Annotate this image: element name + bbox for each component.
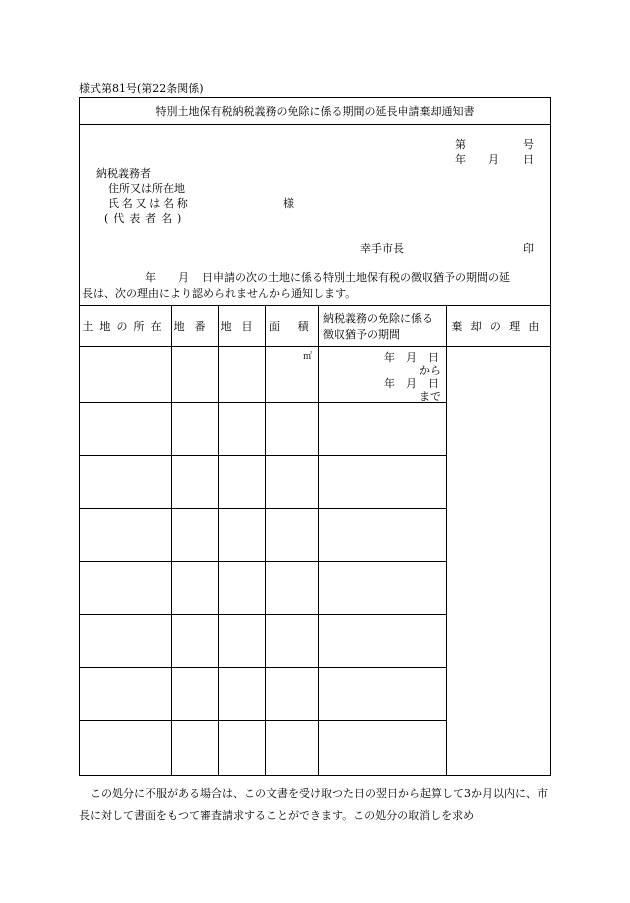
representative-label: (代表者名) <box>104 212 187 225</box>
col-divider-5 <box>446 305 447 776</box>
period-from-suffix: から <box>419 364 441 377</box>
body-month: 月 <box>178 271 189 284</box>
header-exemption-period-line1: 納税義務の免除に係る <box>323 312 433 325</box>
table-row-line <box>79 561 446 562</box>
table-row-line <box>79 720 446 721</box>
address-label: 住所又は所在地 <box>108 182 185 195</box>
period-to-date: 年 月 日 <box>384 377 439 390</box>
period-to-suffix: まで <box>419 390 441 403</box>
honorific: 様 <box>283 197 294 210</box>
issuer-title: 幸手市長 <box>360 242 404 255</box>
header-lot-number: 地番 <box>173 320 216 333</box>
date-month: 月 <box>488 153 499 166</box>
col-divider-4 <box>318 305 319 776</box>
date-day: 日 <box>523 153 534 166</box>
header-area: 面積 <box>269 320 327 333</box>
body-year: 年 <box>145 271 156 284</box>
area-unit: ㎡ <box>303 352 313 362</box>
table-row-line <box>79 508 446 509</box>
table-row-line <box>79 614 446 615</box>
title-divider <box>79 124 551 125</box>
col-divider-3 <box>265 305 266 776</box>
col-divider-2 <box>218 305 219 776</box>
table-header-bottom-line <box>79 346 551 347</box>
header-exemption-period-line2: 徴収猶予の期間 <box>323 328 400 341</box>
table-row-line <box>79 455 446 456</box>
doc-number-dai: 第 <box>455 138 466 151</box>
taxpayer-heading: 納税義務者 <box>96 167 151 180</box>
name-label: 氏名又は名称 <box>108 197 191 210</box>
doc-number-go: 号 <box>523 138 534 151</box>
table-top-line <box>79 305 551 306</box>
body-line1: 日申請の次の土地に係る特別土地保有税の徴収猶予の期間の延 <box>202 271 510 284</box>
header-location: 土地の所在 <box>82 320 168 333</box>
header-land-category: 地目 <box>220 320 263 333</box>
header-rejection-reason: 棄却の理由 <box>451 320 548 333</box>
table-row-line <box>79 667 446 668</box>
period-from-date: 年 月 日 <box>384 351 439 364</box>
table-row-line <box>79 402 446 403</box>
col-divider-1 <box>171 305 172 776</box>
appeal-notice: この処分に不服がある場合は、この文書を受け取つた日の翌日から起算して3か月以内に、市長に対して書面をもつて審査請求することができます。この処分の取消しを求め <box>79 787 548 822</box>
document-title: 特別土地保有税納税義務の免除に係る期間の延長申請棄却通知書 <box>155 105 475 118</box>
body-line2: 長は、次の理由により認められませんから通知します。 <box>82 287 357 300</box>
seal-mark: 印 <box>523 242 534 255</box>
form-number: 様式第81号(第22条関係) <box>79 82 204 95</box>
date-year: 年 <box>455 153 466 166</box>
